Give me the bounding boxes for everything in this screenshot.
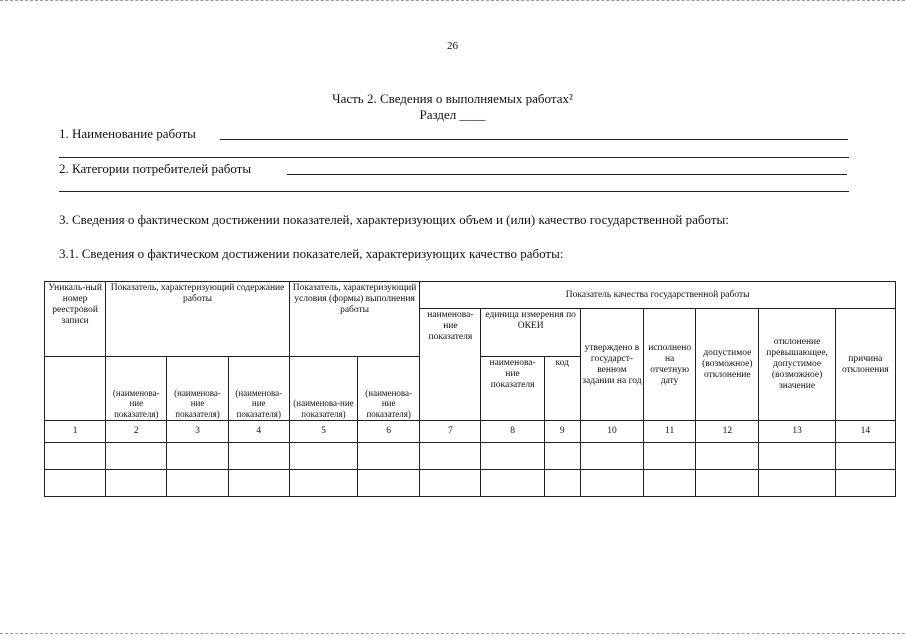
table-cell[interactable]: [106, 470, 167, 497]
column-number: 10: [580, 421, 643, 443]
header-indicator-name: наименова-ние показателя: [420, 309, 481, 421]
table-cell[interactable]: [544, 470, 580, 497]
table-cell[interactable]: [106, 443, 167, 470]
header-unique-number-continued: [45, 357, 106, 421]
section-label: Раздел ____: [419, 107, 486, 122]
table-cell[interactable]: [696, 470, 759, 497]
content-indicator-3-name: (наименова-ние показателя): [228, 357, 289, 421]
header-content-indicator: Показатель, характеризующий содержание работы: [106, 282, 290, 357]
column-number: 11: [644, 421, 696, 443]
column-number: 3: [167, 421, 228, 443]
part-heading: [0, 91, 905, 123]
table-cell[interactable]: [358, 470, 420, 497]
table-cell[interactable]: [45, 470, 106, 497]
header-allowed-deviation: допустимое (возможное) отклонение: [696, 309, 759, 421]
table-cell[interactable]: [835, 443, 895, 470]
table-cell[interactable]: [696, 443, 759, 470]
table-cell[interactable]: [759, 470, 835, 497]
column-number: 12: [696, 421, 759, 443]
table-cell[interactable]: [289, 470, 357, 497]
table-cell[interactable]: [644, 443, 696, 470]
table-cell[interactable]: [45, 443, 106, 470]
table-cell[interactable]: [580, 470, 643, 497]
scan-bottom-edge: [0, 633, 905, 635]
column-number: 13: [759, 421, 835, 443]
column-number: 9: [544, 421, 580, 443]
table-cell[interactable]: [289, 443, 357, 470]
table-row: [45, 443, 896, 470]
table-row: [45, 470, 896, 497]
header-unit-code: код: [544, 357, 580, 421]
table-cell[interactable]: [759, 443, 835, 470]
column-number: 14: [835, 421, 895, 443]
header-quality-indicator: Показатель качества государственной работы: [420, 282, 896, 309]
header-deviation-reason: причина отклонения: [835, 309, 895, 421]
page-number: 26: [447, 40, 458, 52]
table-cell[interactable]: [228, 470, 289, 497]
condition-indicator-2-name: (наименова-ние показателя): [358, 357, 420, 421]
column-number: 5: [289, 421, 357, 443]
table-cell[interactable]: [835, 470, 895, 497]
paragraph-3-1: 3.1. Сведения о фактическом достижении показателей, характеризующих качество работы:: [59, 246, 564, 261]
work-name-label: 1. Наименование работы: [59, 126, 196, 141]
table-cell[interactable]: [580, 443, 643, 470]
column-number: 1: [45, 421, 106, 443]
header-conditions-indicator: Показатель, характеризующий условия (формы) выполнения работы: [289, 282, 419, 357]
table-cell[interactable]: [481, 443, 544, 470]
table-cell[interactable]: [481, 470, 544, 497]
table-cell[interactable]: [167, 443, 228, 470]
column-number: 8: [481, 421, 544, 443]
header-exceeding-deviation: отклонение превышающее, допустимое (возможное) значение: [759, 309, 835, 421]
column-number-row: [45, 421, 896, 443]
table-cell[interactable]: [644, 470, 696, 497]
header-unique-number: Уникаль-ный номер реестровой записи: [45, 282, 106, 357]
column-number: 6: [358, 421, 420, 443]
column-number: 2: [106, 421, 167, 443]
table-cell[interactable]: [544, 443, 580, 470]
table-cell[interactable]: [358, 443, 420, 470]
table-cell[interactable]: [420, 470, 481, 497]
consumers-label: 2. Категории потребителей работы: [59, 161, 252, 176]
consumers-fill-line-2: [59, 191, 849, 192]
condition-indicator-1-name: (наименова-ние показателя): [289, 357, 357, 421]
header-executed: исполнено на отчетную дату: [644, 309, 696, 421]
content-indicator-2-name: (наименова-ние показателя): [167, 357, 228, 421]
consumers-fill-line: [287, 174, 847, 175]
column-number: 4: [228, 421, 289, 443]
table-cell[interactable]: [228, 443, 289, 470]
column-number: 7: [420, 421, 481, 443]
header-unit: единица измерения по ОКЕИ: [481, 309, 580, 357]
scan-top-edge: [0, 0, 905, 2]
table-cell[interactable]: [167, 470, 228, 497]
part-title: Часть 2. Сведения о выполняемых работах²: [332, 91, 573, 106]
quality-indicators-table: [44, 281, 896, 497]
content-indicator-1-name: (наименова-ние показателя): [106, 357, 167, 421]
header-unit-name: наименова-ние показателя: [481, 357, 544, 421]
paragraph-3: 3. Сведения о фактическом достижении показателей, характеризующих объем и (или) качество государственной работы:: [59, 212, 729, 227]
work-name-fill-line: [220, 139, 848, 140]
header-approved: утверждено в государст-венном задании на год: [580, 309, 643, 421]
table-cell[interactable]: [420, 443, 481, 470]
work-name-fill-line-2: [59, 157, 849, 158]
